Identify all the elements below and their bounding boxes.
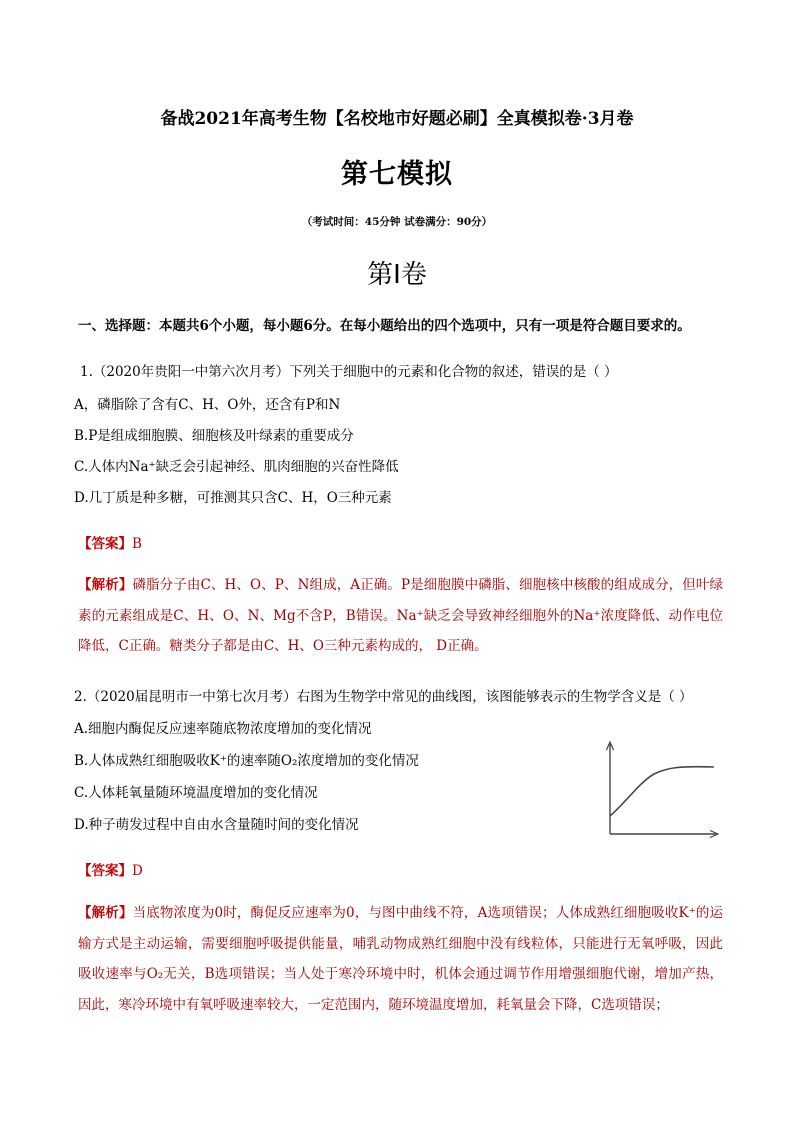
q2-explanation xyxy=(78,898,723,1020)
q1-stem: 1.（2020年贵阳一中第六次月考）下列关于细胞中的元素和化合物的叙述，错误的是（ ） xyxy=(80,364,618,380)
q2-answer-value: D xyxy=(132,863,143,879)
q2-stem: 2.（2020届昆明市一中第七次月考）右图为生物学中常见的曲线图，该图能够表示的生物学含义是（ ） xyxy=(74,689,693,705)
q1-explanation xyxy=(78,570,723,662)
q2-explanation-text: 当底物浓度为0时，酶促反应速率为0，与图中曲线不符，A选项错误；人体成熟红细胞吸收K⁺的运输方式是主动运输，需要细胞呼吸提供能量，哺乳动物成熟红细胞中没有线粒体，只能进行无氧呼吸，因此吸收速率与O₂无关，B选项错误；当人处于寒冷环境中时，机体会通过调节作用增强细胞代谢，增加产热，因此，寒冷环境中有氧呼吸速率较大，一定范围内，随环境温度增加，耗氧量会下降，C选项错误； xyxy=(78,905,724,1013)
q2-option-d: D.种子萌发过程中自由水含量随时间的变化情况 xyxy=(74,817,359,833)
q2-explanation-label: 【解析】 xyxy=(78,905,133,921)
exam-series-title: 备战2021年高考生物【名校地市好题必刷】全真模拟卷·3月卷 xyxy=(160,109,634,129)
q1-explanation-text: 磷脂分子由C、H、O、P、N组成，A正确。P是细胞膜中磷脂、细胞核中核酸的组成成分，但叶绿素的元素组成是C、H、O、N、Mg不含P，B错误。Na⁺缺乏会导致神经细胞外的Na⁺浓度降低、动作电位降低，C正确。糖类分子都是由C、H、O三种元素构成的， D正确。 xyxy=(78,577,724,654)
q1-option-c: C.人体内Na⁺缺乏会引起神经、肌肉细胞的兴奋性降低 xyxy=(74,459,399,475)
q2-answer xyxy=(78,859,143,879)
q2-option-c: C.人体耗氧量随环境温度增加的变化情况 xyxy=(74,785,318,801)
q1-answer-label: 【答案】 xyxy=(78,536,132,552)
section-instructions: 一、选择题：本题共6个小题，每小题6分。在每小题给出的四个选项中，只有一项是符合题目要求的。 xyxy=(78,318,691,334)
q2-answer-label: 【答案】 xyxy=(78,863,132,879)
volume-heading: 第Ⅰ卷 xyxy=(367,260,427,289)
q2-figure-curve xyxy=(610,767,714,816)
q1-option-a: A，磷脂除了含有C、H、O外，还含有P和N xyxy=(74,397,341,413)
exam-main-title: 第七模拟 xyxy=(341,159,453,190)
q1-explanation-label: 【解析】 xyxy=(78,577,133,593)
q1-option-b: B.P是组成细胞膜、细胞核及叶绿素的重要成分 xyxy=(74,428,354,444)
exam-time-score: （考试时间：45分钟 试卷满分：90分） xyxy=(301,216,493,228)
q1-option-d: D.几丁质是种多糖，可推测其只含C、H，O三种元素 xyxy=(74,490,392,506)
q2-option-a: A.细胞内酶促反应速率随底物浓度增加的变化情况 xyxy=(74,721,372,737)
q2-curve-figure xyxy=(604,730,722,838)
q1-answer xyxy=(78,532,142,552)
q1-answer-value: B xyxy=(132,536,142,552)
q2-option-b: B.人体成熟红细胞吸收K⁺的速率随O₂浓度增加的变化情况 xyxy=(74,753,419,769)
